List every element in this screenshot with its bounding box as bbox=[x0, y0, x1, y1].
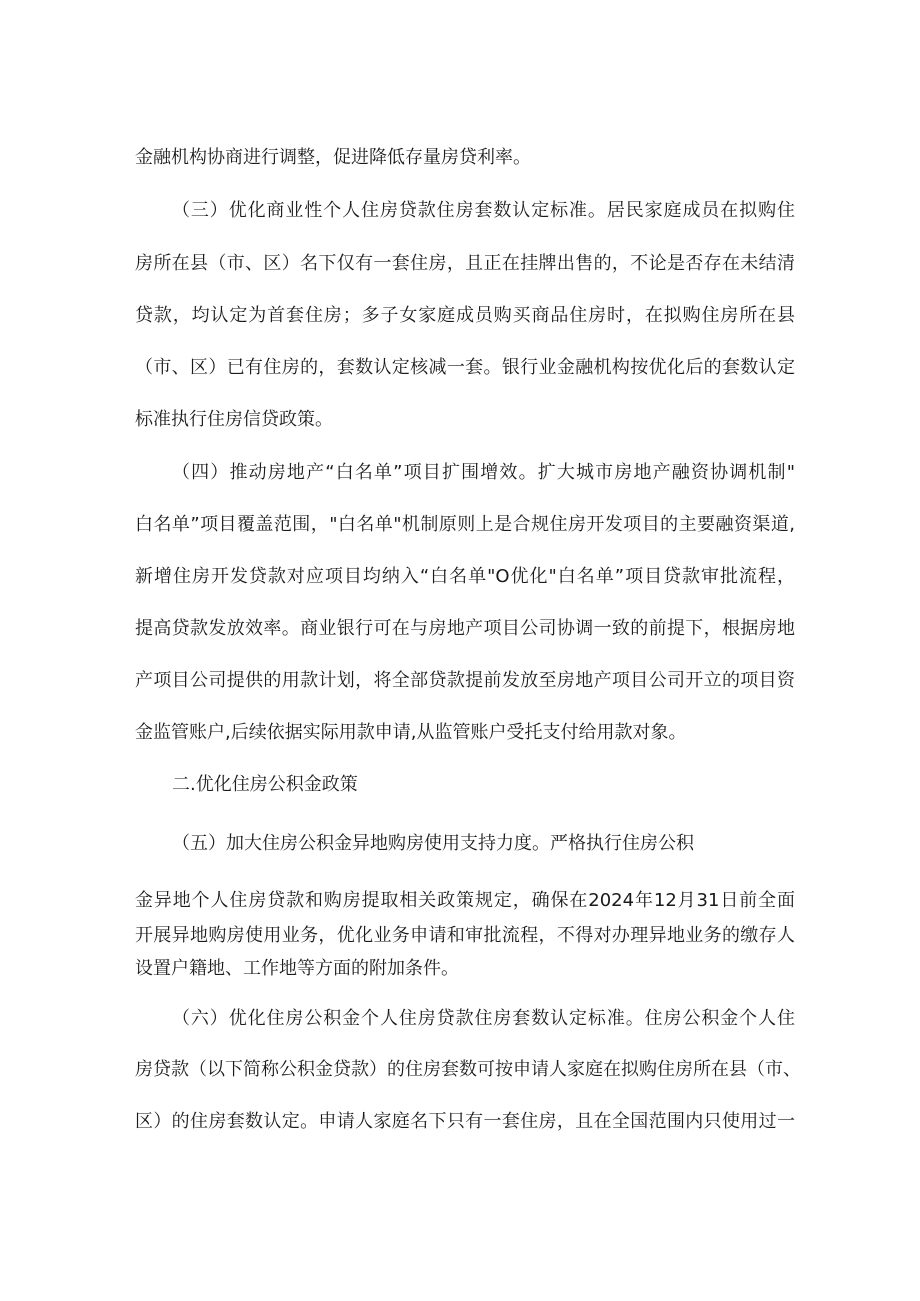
paragraph-5-heading-line: （五）加大住房公积金异地购房使用支持力度。严格执行住房公积 bbox=[172, 833, 694, 854]
text-line: 区）的住房套数认定。申请人家庭名下只有一套住房，且在全国范围内只使用过一 bbox=[135, 1111, 795, 1132]
text-line: 金监管账户,后续依据实际用款申请,从监管账户受托支付给用款对象。 bbox=[135, 722, 687, 743]
text-line: 贷款，均认定为首套住房；多子女家庭成员购买商品住房时，在拟购住房所在县 bbox=[135, 305, 795, 326]
paragraph-4-heading-line: （四）推动房地产“白名单”项目扩围增效。扩大城市房地产融资协调机制" bbox=[172, 462, 795, 483]
text-line: 金融机构协商进行调整，促进降低存量房贷利率。 bbox=[135, 147, 531, 168]
text-line: 开展异地购房使用业务，优化业务申请和审批流程，不得对办理异地业务的缴存人 bbox=[135, 925, 795, 946]
text-line: 标准执行住房信贷政策。 bbox=[135, 409, 333, 430]
text-line: 房所在县（市、区）名下仅有一套住房，且正在挂牌出售的，不论是否存在未结清 bbox=[135, 253, 795, 274]
text-line: 提高贷款发放效率。商业银行可在与房地产项目公司协调一致的前提下，根据房地 bbox=[135, 618, 795, 639]
text-line: 白名单”项目覆盖范围，"白名单"机制原则上是合规住房开发项目的主要融资渠道, bbox=[135, 514, 795, 535]
paragraph-3-heading-line: （三）优化商业性个人住房贷款住房套数认定标准。居民家庭成员在拟购住 bbox=[172, 200, 795, 221]
text-line: 新增住房开发贷款对应项目均纳入“白名单"O优化"白名单”项目贷款审批流程， bbox=[135, 566, 795, 587]
text-line: 房贷款（以下简称公积金贷款）的住房套数可按申请人家庭在拟购住房所在县（市、 bbox=[135, 1059, 801, 1080]
paragraph-6-heading-line: （六）优化住房公积金个人住房贷款住房套数认定标准。住房公积金个人住 bbox=[172, 1008, 795, 1029]
text-line: （市、区）已有住房的，套数认定核减一套。银行业金融机构按优化后的套数认定 bbox=[135, 357, 795, 378]
text-line: 产项目公司提供的用款计划，将全部贷款提前发放至房地产项目公司开立的项目资 bbox=[135, 670, 795, 691]
text-line: 金异地个人住房贷款和购房提取相关政策规定，确保在2024年12月31日前全面 bbox=[135, 890, 795, 911]
section-heading: 二.优化住房公积金政策 bbox=[172, 774, 358, 795]
text-line: 设置户籍地、工作地等方面的附加条件。 bbox=[135, 958, 459, 979]
